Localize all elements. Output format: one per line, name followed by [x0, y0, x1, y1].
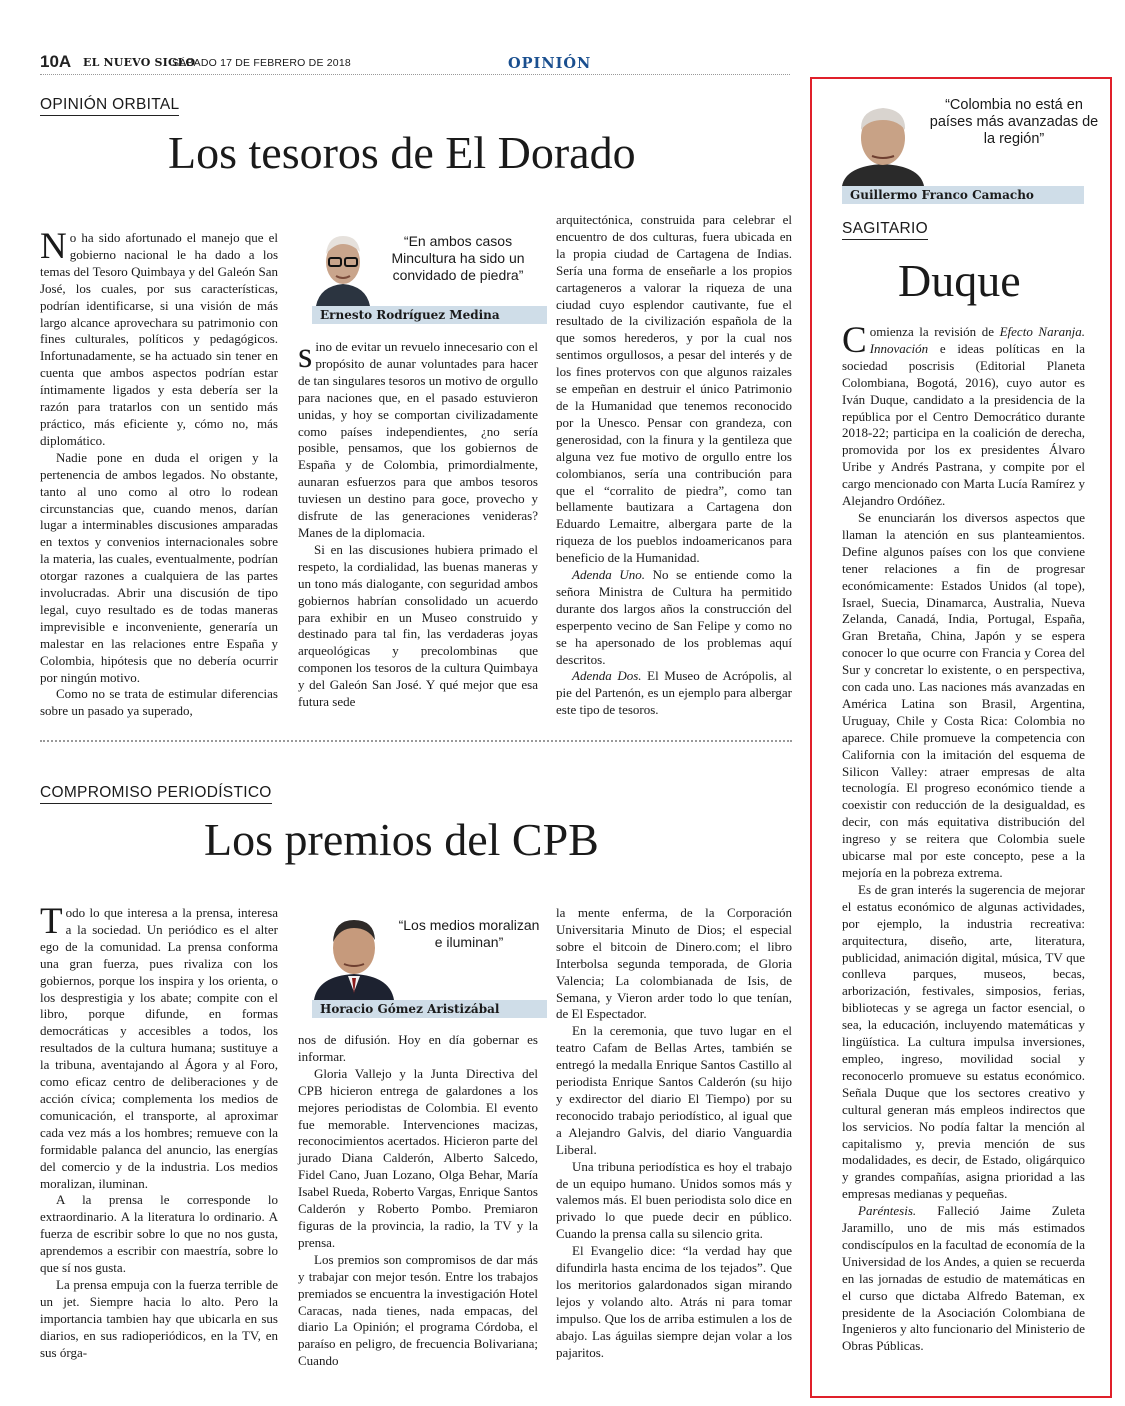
article3-column	[842, 320, 1085, 1355]
article2-kicker: COMPROMISO PERIODÍSTICO	[40, 784, 272, 804]
article2-column-2	[298, 1032, 538, 1370]
author-name: Ernesto Rodríguez Medina	[312, 306, 547, 324]
parentesis: Paréntesis. Falleció Jaime Zuleta Jaramillo, uno de mis más estimados condiscípulos en la facultad de economía de la Universidad de los Andes, a quien se recuerda en las jornadas de estudio de matemáticas en el curso que dictaba Alfredo Bateman, ex presidente de la Asociación Colombiana de Ingenieros y alto funcionario del Ministerio de Obras Públicas.	[842, 1203, 1085, 1354]
paragraph: arquitectónica, construida para celebrar el encuentro de dos culturas, fuera ubicada en la propia ciudad de Cartagena de Indias. Sería una forma de enseñarle a los propios cartageneros a valorar la riqueza de una ciudad cuyo esplendor cautivante, fue el resultado de la civilización española de la que somos herederos, y por la cual nos sentimos orgullosos, a pesar del interés y de los fines protervos con que algunos raizales se empeñan en destruir el único Patrimonio de la Humanidad que tenemos reconocido por la Unesco. Pensar con grandeza, con generosidad, con la finura y la gentileza que alguna vez fue motivo de orgullo entre los colombianos, sería una contribución para que el “corralito de piedra”, como tan bellamente bautizara a Cartagena don Eduardo Lemaitre, albergara parte de la riqueza de los pueblos indoamericanos para beneficio de la Humanidad.	[556, 212, 792, 566]
author-photo	[842, 96, 924, 186]
author-name: Guillermo Franco Camacho	[842, 186, 1084, 204]
paragraph: Comienza la revisión de Efecto Naranja. Innovación e ideas políticas en la sociedad poscrisis (Editorial Planeta Colombiana, Bogotá, 2016), cuyo autor es Iván Duque, candidato a la presidencia de la república por el Centro Democrático durante 2018-22; participa en la coalición de derecha, promovida por los ex presidentes Álvaro Uribe y Andrés Pastrana, y compite por el cargo mencionado con Marta Lucía Ramírez y Alejandro Ordóñez.	[842, 320, 1085, 509]
article2-column-3	[556, 905, 792, 1361]
article2-column-1	[40, 901, 278, 1361]
section-divider	[40, 740, 792, 742]
adenda-uno: Adenda Uno. No se entiende como la señora Ministra de Cultura ha permitido durante dos largos años la construcción del esperpento vecino de San Felipe y como no se ha apersonado de los problemas aquí descritos.	[556, 567, 793, 667]
paragraph: En la ceremonia, que tuvo lugar en el teatro Cafam de Bellas Artes, también se entregó la medalla Enrique Santos Castillo al periodista Enrique Santos Calderón (su hijo y exdirector del diario El Tiempo) por su reconocido trabajo periodístico, al igual que a Alejandro Galvis, del diario Vanguardia Liberal.	[556, 1023, 792, 1157]
paragraph: Los premios son compromisos de dar más y trabajar con mejor tesón. Entre los trabajos premiados se encuentra la investigación Hotel Caracas, nada tienes, nada empacas, del diario La Opinión; el programa Córdoba, el paraíso en peligro, de frecuencia Bolivariana; Cuando	[298, 1251, 538, 1369]
paragraph: Si en las discusiones hubiera primado el respeto, la cordialidad, las buenas maneras y un tono más dialogante, con seguridad ambos gobiernos habrían consolidado un acuerdo para exhibir en un Museo construido y destinado para tal fin, las verdaderas joyas arqueológicas y precolombinas que componen los tesoros de la cultura Quimbaya y del Galeón San José. Y qué mejor que esa futura sede	[298, 541, 538, 710]
adenda-dos: Adenda Dos. El Museo de Acrópolis, al pie del Partenón, es un ejemplo para albergar este tipo de tesoros.	[556, 668, 792, 718]
section-title: OPINIÓN	[508, 55, 592, 72]
article1-headline: Los tesoros de El Dorado	[168, 127, 636, 178]
paragraph: La prensa empuja con la fuerza terrible de un jet. Siempre hacia lo alto. Pero la importancia tambien hay que ubicarla en sus diarios, en sus radioperiódicos, en la TV, en sus órga-	[40, 1276, 278, 1360]
paragraph: la mente enferma, de la Corporación Universitaria Minuto de Dios; el especial sobre el bitcoin de Dinero.com; el libro Interbolsa segunda temporada, de Gloria Valencia; La colombianada de Isis, de Semana, y Vieron arder todo lo que tenían, de El Espectador.	[556, 905, 792, 1022]
paragraph: Una tribuna periodística es hoy el trabajo de un equipo humano. Unidos somos más y valemos más. El buen periodista solo dice en privado lo que puede decir en público. Cuando la prensa calla su silencio grita.	[556, 1158, 792, 1242]
author-photo	[312, 224, 374, 306]
paragraph: No ha sido afortunado el manejo que el gobierno nacional le ha dado a los temas del Tesoro Quimbaya y del Galeón San José, los cuales, por sus características, podrían identificarse, si una visión de más largo alcance aprovechara su patrimonio con fines culturales, políticos y pedagógicos. Infortunadamente, se ha actuado sin tener en cuenta que ambos aspectos podrían estar íntimamente ligados y esta debería ser la razón para tratarlos con un sentido más práctico, más eficiente y, cómo no, más diplomático.	[40, 226, 278, 448]
paragraph: El Evangelio dice: “la verdad hay que difundirla hasta encima de los tejados”. Que los meritorios galardonados sigan mirando lejos y volando alto. Atrás ni para tomar impulso. Que los de arriba estimulen a los de abajo. Las águilas siempre dejan volar a los pajaritos.	[556, 1243, 792, 1360]
article1-column-2	[298, 335, 538, 711]
page-number: 10A	[40, 52, 72, 71]
pull-quote: “Los medios moralizan e iluminan”	[398, 917, 540, 950]
paragraph: Nadie pone en duda el origen y la pertenencia de ambos legados. No obstante, tanto al uno como al otro lo rodean circunstancias que, cuando menos, darían lugar a interminables discusiones amparadas en textos y convenios internacionales sobre la materia, las cuales, eventualmente, podrían otorgar razones a cualquiera de las partes involucradas. Abrir una discusión de tipo legal, cuyo resultado es de todas maneras imprevisible e inconveniente, generaría un malestar en las relaciones entre España y Colombia, hipótesis que no debería ocurrir por ningún motivo.	[40, 449, 278, 685]
article1-kicker: OPINIÓN ORBITAL	[40, 96, 179, 116]
article1-column-3	[556, 212, 792, 719]
author-name: Horacio Gómez Aristizábal	[312, 1000, 547, 1018]
pull-quote: “Colombia no está en países más avanzadas de la región”	[929, 97, 1099, 147]
header-rule	[40, 74, 790, 75]
article2-headline: Los premios del CPB	[204, 814, 599, 865]
article1-column-1	[40, 226, 278, 720]
newspaper-name: EL NUEVO SIGLO	[83, 56, 196, 69]
paragraph: A la prensa le corresponde lo extraordinario. A la literatura lo ordinario. A fuerza de escribir sobre lo que no nos gusta, aprendemos a escribir con maestría, sobre lo que sí nos gusta.	[40, 1192, 278, 1276]
pull-quote: “En ambos casos Mincultura ha sido un convidado de piedra”	[391, 233, 525, 283]
paragraph: Como no se trata de estimular diferencias sobre un pasado ya superado,	[40, 686, 278, 719]
paragraph: sino de evitar un revuelo innecesario con el propósito de aunar voluntades para hacer de tan singulares tesoros un motivo de orgullo para naciones que, en el pasado estuvieron unidas, y hoy se comportan civilizadamente como países independientes, ¿no sería posible, pensamos, que los gobiernos de España y de Colombia, primordialmente, aunaran esfuerzos para que ambos tesoros tuviesen un destino para goce, provecho y disfrute de las generaciones venideras? Manes de la diplomacia.	[298, 335, 538, 540]
article3-headline: Duque	[898, 255, 1021, 306]
paragraph: Es de gran interés la sugerencia de mejorar el estatus económico de algunas actividades, por ejemplo, la industria recreativa: arquitectura, diseño, arte, literatura, publicidad, animación digital, música, TV que conlleva parques, museos, becas, arborización, festivales, simposios, ferias, bibliotecas y se agrega un factor esencial, o sea, la educación, incluyendo matemáticas y lingüística. La cultura impulsa inversiones, empleo, ingreso, movilidad social y reconocerlo promueve su estatus económico. Señala Duque que los sectores creativo y cultural generan más empleos indirectos que los servicios. No podía faltar la mención al capitalismo y, previa mención de sus modalidades, es decir, de Estado, oligárquico y grandes compañías, asigna prioridad a las empresas medianas y pequeñas.	[842, 881, 1085, 1202]
article3-kicker: SAGITARIO	[842, 220, 928, 240]
paragraph: nos de difusión. Hoy en día gobernar es informar.	[298, 1032, 538, 1064]
paragraph: Todo lo que interesa a la prensa, interesa a la sociedad. Un periódico es el alter ego de la comunidad. La prensa conforma una gran fuerza, pues rivaliza con los gobiernos, porque los inspira y los orienta, o los desprestigia y los abate; compite con el libro, porque difunde, en formas democráticas y accesibles a todos, los resultados de la cultura humana; sustituye a la tribuna, aventajando al Ágora y al Foro, como eficaz centro de deliberaciones y de acción cívica; complementa los medios de comunicación, el transporte, al aproximar cada vez más a los hombres; remueve con la formidable palanca del anuncio, las energías del comercio y de la industria. Los medios moralizan, iluminan.	[40, 901, 278, 1191]
paragraph: Gloria Vallejo y la Junta Directiva del CPB hicieron entrega de galardones a los mejores periodistas de Colombia. El evento fue memorable. Intervenciones macizas, reconocimientos acertados. Hicieron parte del jurado Diana Calderón, Alberto Salcedo, Fidel Cano, Juan Lozano, Olga Behar, María Isabel Rueda, Roberto Vargas, Enrique Santos Calderón y Roberto Pombo. Premiaron figuras de la provincia, la radio, la TV y la prensa.	[298, 1065, 538, 1250]
author-photo	[312, 908, 396, 1000]
issue-date: SÁBADO 17 DE FEBRERO DE 2018	[172, 57, 351, 69]
paragraph: Se enunciarán los diversos aspectos que llaman la atención en sus planteamientos. Define algunos países con los que conviene tener relaciones a fin de progresar económicamente: Estados Unidos (al tope), Israel, Suecia, Dinamarca, Australia, Nueva Zelanda, Canadá, India, Portugal, España, Gran Bretaña, China, Japón y se espera conocer lo que ocurre con Francia y Corea del Sur y concretar lo existente, o en perspectiva, con cada uno. Las naciones más avanzadas en América Latina son Brasil, Argentina, Uruguay, Chile y Costa Rica: Colombia no aparece. Chile promueve la competencia con California con la imitación del esquema de Silicon Valley: atraer empresas de alta tecnología. El progreso económico tiende a coexistir con reducción de la desigualdad, es decir, con más equitativa distribución del ingreso y se reitera que Colombia suele ubicarse mal por este concepto, pese a la mejoría en la pobreza extrema.	[842, 509, 1085, 880]
